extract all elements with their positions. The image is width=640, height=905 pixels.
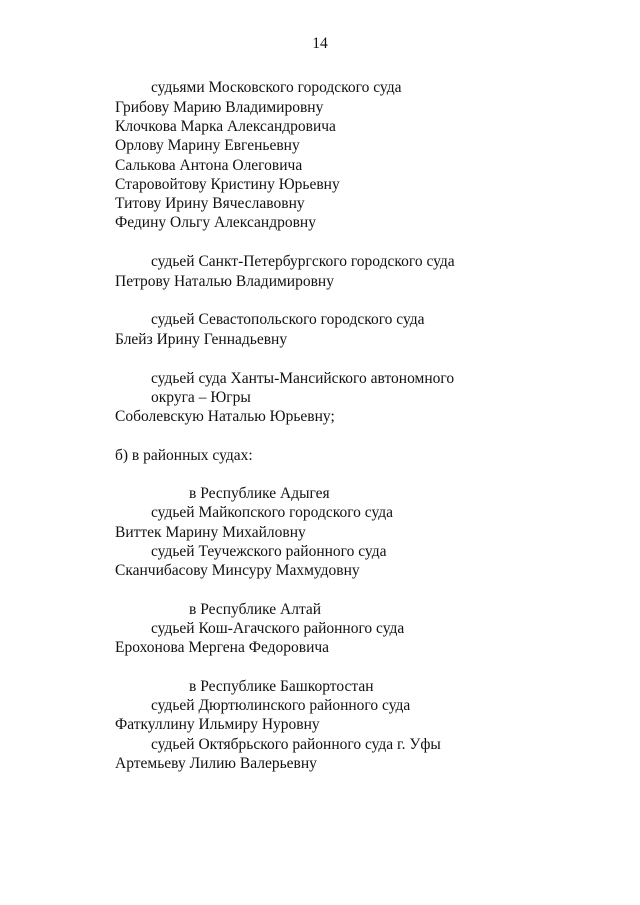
spb-court-heading: судьей Санкт-Петербургского городского суда [151,253,455,270]
khmao-court-heading-cont: округа – Югры [151,389,251,406]
judge-name: Артемьеву Лилию Валерьевну [115,755,317,772]
judge-name: Салькова Антона Олеговича [115,157,303,174]
judge-name: Петрову Наталью Владимировну [115,273,334,290]
court-heading: судьей Теучежского районного суда [151,543,387,560]
sevastopol-court-heading: судьей Севастопольского городского суда [151,311,425,328]
judge-name: Виттек Марину Михайловну [115,524,306,541]
judge-name: Блейз Ирину Геннадьевну [115,331,288,348]
court-heading: судьей Дюртюлинского районного суда [151,697,411,714]
region-heading: в Республике Алтай [189,601,322,618]
judge-name: Ерохонова Мергена Федоровича [115,639,330,656]
court-heading: судьей Майкопского городского суда [151,504,394,521]
judge-name: Фаткуллину Ильмиру Нуровну [115,716,320,733]
page-number: 14 [312,35,328,52]
judge-name: Грибову Марию Владимировну [115,99,324,116]
judge-name: Клочкова Марка Александровича [115,118,336,135]
judge-name: Соболевскую Наталью Юрьевну; [115,408,335,425]
district-courts-heading: б) в районных судах: [115,447,253,464]
khmao-court-heading: судьей суда Ханты-Мансийского автономного [151,370,455,387]
judge-name: Орлову Марину Евгеньевну [115,137,300,154]
region-heading: в Республике Башкортостан [189,678,374,695]
judge-name: Старовойтову Кристину Юрьевну [115,176,340,193]
judge-name: Титову Ирину Вячеславовну [115,195,305,212]
judge-name: Сканчибасову Минсуру Махмудовну [115,562,360,579]
region-heading: в Республике Адыгея [189,485,330,502]
judge-name: Федину Ольгу Александровну [115,214,316,231]
court-heading: судьей Октябрьского районного суда г. Уфы [151,736,441,753]
court-heading: судьей Кош-Агачского районного суда [151,620,405,637]
moscow-court-heading: судьями Московского городского суда [151,79,402,96]
